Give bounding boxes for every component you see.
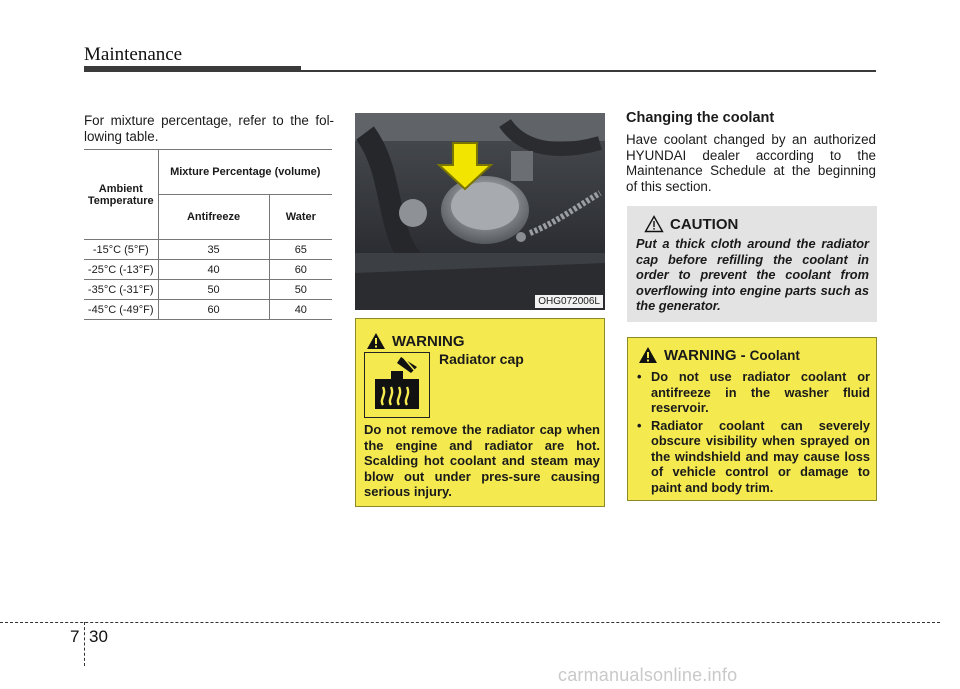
antifreeze-cell: 60 xyxy=(158,300,269,320)
table-row xyxy=(84,240,332,260)
photo-code: OHG072006L xyxy=(535,295,603,308)
caution-triangle-icon xyxy=(644,215,664,233)
temp-cell: -35°C (-31°F) xyxy=(84,280,158,300)
chapter-number: 7 xyxy=(70,627,80,646)
temp-cell: -25°C (-13°F) xyxy=(84,260,158,280)
ambient-temperature-header: Ambient Temperature xyxy=(84,150,158,240)
temp-cell: -15°C (5°F) xyxy=(84,240,158,260)
engine-bay-illustration xyxy=(355,113,605,310)
antifreeze-cell: 35 xyxy=(158,240,269,260)
header-rule xyxy=(301,70,876,72)
table-row xyxy=(84,260,332,280)
mixture-table xyxy=(84,149,332,320)
warning-subtitle: Radiator cap xyxy=(439,351,524,367)
warning-body: Do not remove the radiator cap when the engine and radiator are hot. Scalding hot coolant and steam may blow out under pres-sure causing serious injury. xyxy=(364,422,600,499)
footer-divider xyxy=(84,622,85,666)
radiator-cap-photo xyxy=(355,113,605,310)
antifreeze-cell: 50 xyxy=(158,280,269,300)
changing-coolant-title: Changing the coolant xyxy=(626,110,775,126)
water-cell: 40 xyxy=(269,300,332,320)
caution-title: CAUTION xyxy=(670,215,739,233)
section-title: Maintenance xyxy=(84,44,183,65)
warning-coolant-box xyxy=(627,337,877,501)
warning-subtitle: Coolant xyxy=(749,347,800,363)
hot-radiator-icon xyxy=(364,352,430,418)
watermark: carmanualsonline.info xyxy=(558,665,738,685)
warning-radiator-cap-box xyxy=(355,318,605,507)
intro-text: For mixture percentage, refer to the fol-lowing table. xyxy=(84,113,334,144)
warning-triangle-icon xyxy=(366,332,386,350)
table-row xyxy=(84,280,332,300)
antifreeze-cell: 40 xyxy=(158,260,269,280)
warning-title: WARNING - xyxy=(664,346,746,364)
table-row xyxy=(84,300,332,320)
water-cell: 60 xyxy=(269,260,332,280)
caution-body: Put a thick cloth around the radiator cap before refilling the coolant in order to prevent the coolant from overflowing into engine parts such as the generator. xyxy=(636,236,869,313)
temp-cell: -45°C (-49°F) xyxy=(84,300,158,320)
warning-list xyxy=(636,369,870,497)
list-item: • Radiator coolant can severely obscure visibility when sprayed on the windshield and may cause loss of vehicle control or damage to paint and body trim. xyxy=(636,418,870,496)
water-header: Water xyxy=(269,195,332,240)
list-item: • Do not use radiator coolant or antifreeze in the washer fluid reservoir. xyxy=(636,369,870,416)
caution-box xyxy=(627,206,877,322)
antifreeze-header: Antifreeze xyxy=(158,195,269,240)
mixture-percentage-header: Mixture Percentage (volume) xyxy=(158,150,332,195)
water-cell: 50 xyxy=(269,280,332,300)
page-number: 30 xyxy=(89,627,108,646)
warning-title: WARNING xyxy=(392,332,465,350)
warning-triangle-icon xyxy=(638,346,658,364)
header-bar xyxy=(84,66,301,72)
changing-coolant-body: Have coolant changed by an authorized HYUNDAI dealer according to the Maintenance Schedule at the beginning of this section. xyxy=(626,132,876,194)
footer-rule xyxy=(0,622,940,623)
water-cell: 65 xyxy=(269,240,332,260)
